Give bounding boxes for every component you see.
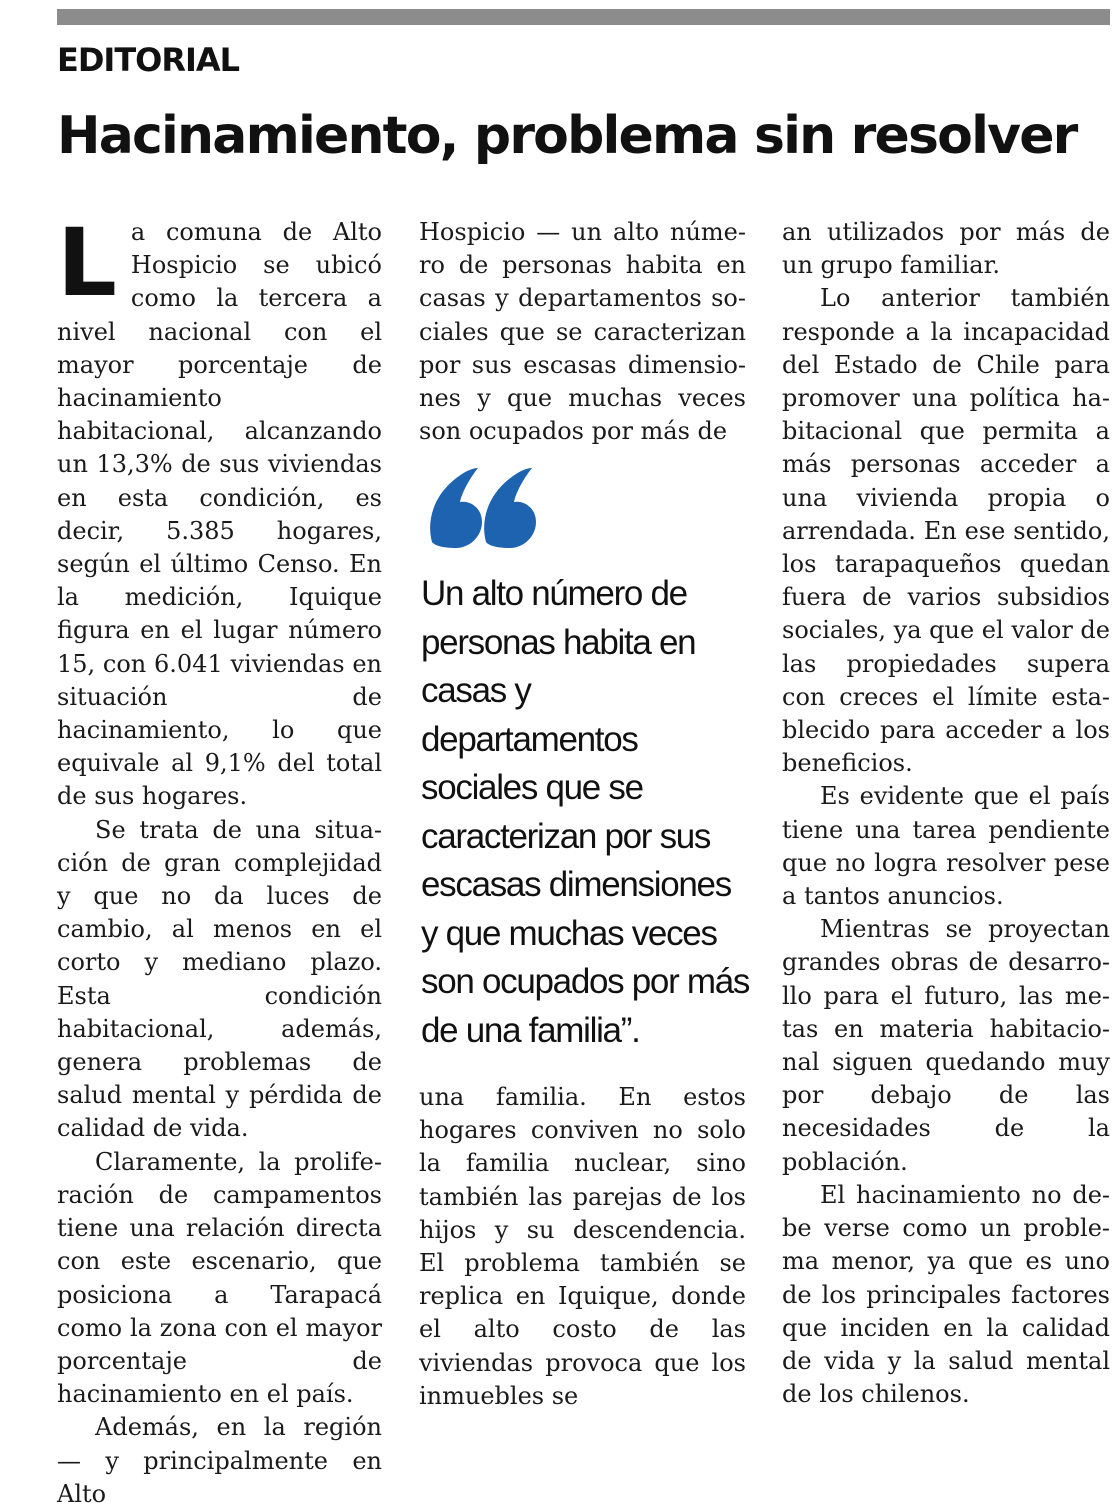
paragraph: Mientras se proyectan grandes obras de desarrollo para el futuro, las metas en materia habitacional siguen quedando muy por debajo de las necesidades de la población. [782, 915, 1110, 1176]
drop-cap: L [57, 209, 117, 318]
paragraph: El hacinamiento no debe verse como un problema menor, ya que es uno de los principales factores que inciden en la calidad de vida y la salud mental de los chilenos. [782, 1180, 1110, 1409]
paragraph-continued: Hospicio — un alto número de personas habita en casas y departamentos sociales que se caracterizan por sus escasas dimensiones y que muchas veces son ocupados por más de [419, 218, 746, 446]
lead-paragraph [57, 209, 382, 814]
article-column-2-top [419, 216, 746, 448]
paragraph: Es evidente que el país tiene una tarea pendiente que no logra resolver pese a tantos anuncios. [782, 782, 1110, 911]
paragraph: Se trata de una situación de gran complejidad y que no da luces de cambio, al menos en el corto y mediano plazo. Esta condición habitacional, además, genera problemas de salud mental y pérdida de calidad de vida. [57, 815, 382, 1143]
quote-open-icon [424, 440, 544, 560]
paragraph: Claramente, la proliferación de campamentos tiene una relación directa con este escenario, que posiciona a Tarapacá como la zona con el mayor porcentaje de hacinamiento en el país. [57, 1147, 382, 1409]
paragraph: Lo anterior también responde a la incapacidad del Estado de Chile para promover una política habitacional que permita a más personas acceder a una vivienda propia o arrendada. En ese sentido, los tarapaqueños quedan fuera de varios subsidios sociales, ya que el valor de las propiedades supera con creces el límite establecido para acceder a los beneficios. [782, 284, 1110, 778]
quote-mark-right [484, 468, 536, 548]
top-divider-bar [57, 9, 1110, 25]
paragraph-continued: una familia. En estos hogares conviven no solo la familia nuclear, sino también las parejas de los hijos y su descendencia. El problema también se replica en Iquique, donde el alto costo de las viviendas provoca que los inmuebles se [419, 1083, 746, 1410]
headline: Hacinamiento, problema sin resolver [57, 106, 1077, 166]
article-column-3 [782, 216, 1110, 1411]
quote-mark-left [430, 468, 482, 548]
paragraph: Además, en la región — y principalmente en Alto [57, 1413, 382, 1508]
pull-quote: Un alto número de personas habita en casas y departamentos sociales que se caracterizan por sus escasas dimensiones y que muchas veces son ocupados por más de una familia”. [421, 574, 750, 1050]
paragraph-continued: an utilizados por más de un grupo familiar. [782, 218, 1110, 280]
article-column-2-bottom [419, 1081, 746, 1413]
section-label: EDITORIAL [57, 41, 240, 79]
article-column-1 [57, 209, 382, 1511]
lead-paragraph-text: a comuna de Alto Hospicio se ubicó como la tercera a nivel nacional con el mayor porcentaje de hacinamiento habitacional, alcanzando un 13,3% de sus viviendas en esta condición, es decir, 5.385 hogares, según el último Censo. En la medición, Iquique figura en el lugar número 15, con 6.041 viviendas en situación de hacinamiento, lo que equivale al 9,1% del total de sus hogares. [57, 218, 382, 811]
